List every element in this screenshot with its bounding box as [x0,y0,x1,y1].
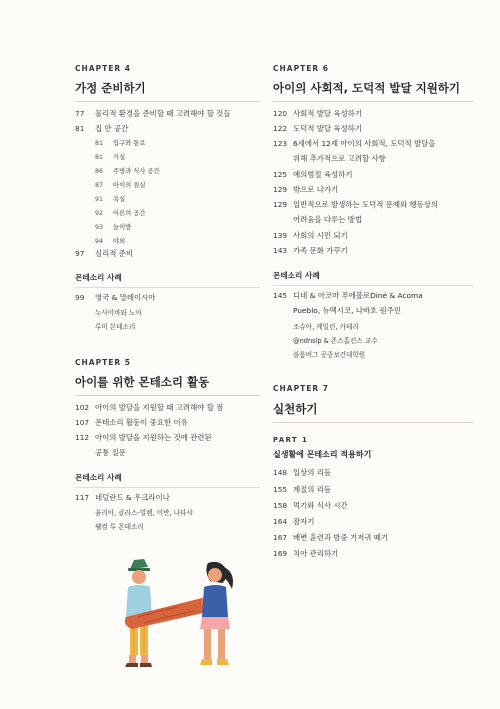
toc-entry[interactable]: 129 밖으로 나가기 [273,185,339,194]
case-detail: @ndnslp & 존스홉킨스 교수 [293,337,378,345]
chapter-7-label: CHAPTER 7 [273,384,329,393]
children-carrying-log-illustration [118,555,248,680]
case-rule [75,287,260,288]
case-study-heading: 몬테소리 사례 [75,473,122,482]
toc-entry[interactable]: 112 아이의 발달을 지원하는 것에 관련된 공통 질문 [75,433,212,457]
case-detail: 블룸버그 공중보건대학원 [293,351,366,359]
toc-sub-entry[interactable]: 94 야외 [95,238,126,245]
toc-entry[interactable]: 123 6세에서 12세 아이의 사회적, 도덕적 발달을 위해 추가적으로 고려할 사항 [273,139,436,163]
toc-entry[interactable]: 143 가족 문화 가꾸기 [273,246,348,255]
toc-entry[interactable]: 164 잠자기 [273,517,315,526]
toc-sub-entry[interactable]: 86 주방과 식사 공간 [95,168,160,175]
toc-sub-entry[interactable]: 81 입구와 통로 [95,140,146,147]
toc-sub-entry[interactable]: 93 놀이방 [95,224,132,231]
toc-sub-entry[interactable]: 87 아이의 침실 [95,182,146,189]
case-detail: 루미 몬테소리 [95,323,136,331]
case-study-heading: 몬테소리 사례 [75,273,122,282]
toc-sub-entry[interactable]: 91 욕실 [95,196,126,203]
toc-sub-entry[interactable]: 81 거실 [95,154,126,161]
toc-entry[interactable]: 117 네덜란드 & 우크라이나 [75,493,170,502]
toc-entry[interactable]: 97 심리적 준비 [75,249,134,258]
toc-entry[interactable]: 81 집 안 공간 [75,124,129,133]
toc-entry[interactable]: 122 도덕적 발달 육성하기 [273,124,362,133]
chapter-6-title: 아이의 사회적, 도덕적 발달 지원하기 [273,81,461,95]
toc-entry[interactable]: 139 사회의 시민 되기 [273,231,348,240]
toc-entry[interactable]: 155 계절의 리듬 [273,485,332,494]
toc-entry[interactable]: 167 배변 훈련과 밤중 기저귀 떼기 [273,533,389,542]
case-study-heading: 몬테소리 사례 [273,271,320,280]
toc-entry[interactable]: 148 일상의 리듬 [273,468,332,477]
case-detail: 율리아, 클라스-빌렘, 이반, 나타샤 [95,509,193,517]
part-1-label: PART 1 [273,436,309,444]
case-rule [273,285,473,286]
toc-entry[interactable]: 107 몬테소리 활동이 중요한 이유 [75,418,188,427]
case-rule [75,487,260,488]
toc-entry[interactable]: 129 일반적으로 발생하는 도덕적 문제와 행동상의 어려움을 다루는 방법 [273,200,439,224]
title-rule [75,395,260,396]
toc-sub-entry[interactable]: 92 어른의 공간 [95,210,146,217]
case-detail: 누사이바와 노아 [95,309,142,317]
case-detail: Pueblo, 뉴멕시코, 나바호 원주민 [293,306,401,315]
toc-entry[interactable]: 158 먹기와 식사 시간 [273,501,348,510]
case-detail: 웰컴 투 몬테소리 [95,523,144,531]
title-rule [273,101,473,102]
toc-entry[interactable]: 125 예의범절 육성하기 [273,170,353,179]
case-detail: 조슈아, 케일린, 카테리 [293,323,359,331]
title-rule [75,101,260,102]
chapter-5-title: 아이를 위한 몬테소리 활동 [75,375,210,389]
toc-entry[interactable]: 102 아이의 발달을 지원할 때 고려해야 할 점 [75,403,224,412]
chapter-6-label: CHAPTER 6 [273,64,329,73]
child-right [200,562,233,665]
part-1-title: 실생활에 몬테소리 적용하기 [273,450,372,459]
toc-entry[interactable]: 169 치아 관리하기 [273,549,339,558]
title-rule [273,422,473,423]
chapter-4-label: CHAPTER 4 [75,64,131,73]
chapter-4-title: 가정 준비하기 [75,81,146,95]
chapter-5-label: CHAPTER 5 [75,358,131,367]
toc-entry[interactable]: 99 영국 & 말레이시아 [75,293,156,302]
toc-entry[interactable]: 145 디네 & 아코마 푸에블로Diné & Acoma [273,291,423,300]
toc-entry[interactable]: 120 사회적 발달 육성하기 [273,109,362,118]
chapter-7-title: 실천하기 [273,402,318,416]
toc-entry[interactable]: 77 물리적 환경을 준비할 때 고려해야 할 것들 [75,109,231,118]
